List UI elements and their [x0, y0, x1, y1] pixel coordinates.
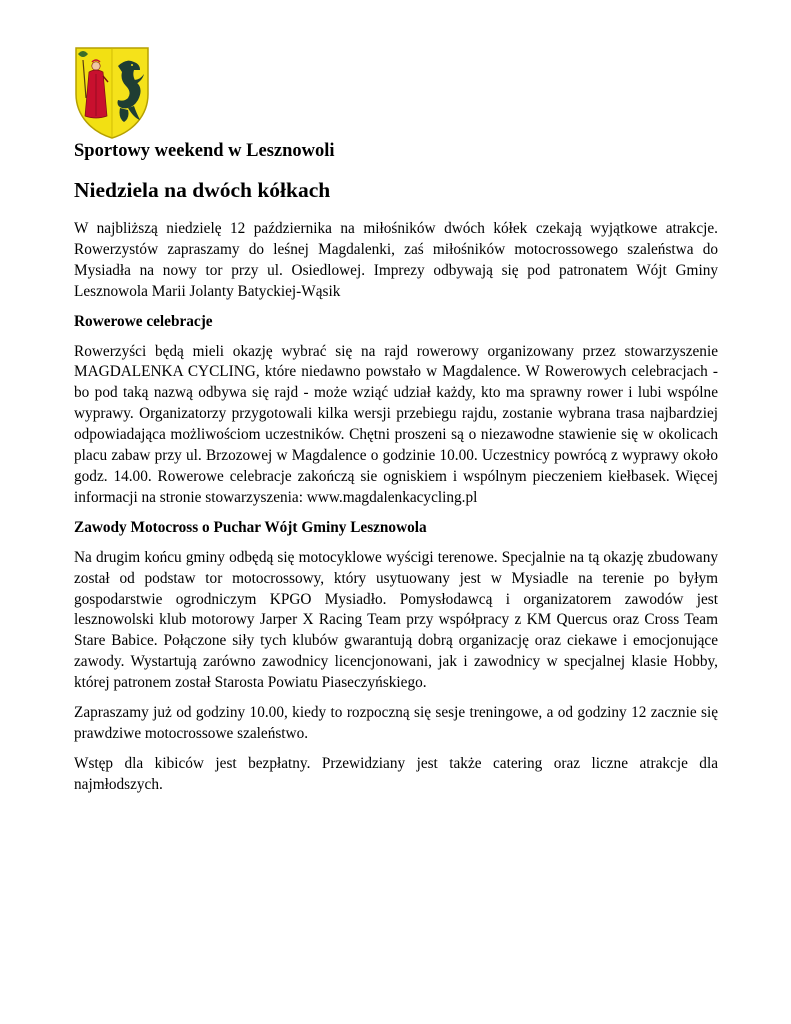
- section-paragraph-schedule: Zapraszamy już od godziny 10.00, kiedy to rozpoczną się sesje treningowe, a od godziny 12 zacznie się prawdziwe motocrossowe szaleństwo.: [74, 704, 718, 742]
- article-subtitle: Sportowy weekend w Lesznowoli: [74, 141, 335, 161]
- coat-of-arms-icon: [74, 46, 150, 140]
- article-body: [74, 219, 718, 796]
- section-heading-motocross: Zawody Motocross o Puchar Wójt Gminy Lesznowola: [74, 518, 427, 536]
- intro-paragraph: W najbliższą niedzielę 12 października na miłośników dwóch kółek czekają wyjątkowe atrakcje. Rowerzystów zapraszamy do leśnej Magdalenki, zaś miłośników motocrossowego szaleństwa do Mysiadła na nowy tor przy ul. Osiedlowej. Imprezy odbywają się pod patronatem Wójt Gminy Lesznowola Marii Jolanty Batyckiej-Wąsik: [74, 220, 718, 300]
- section-paragraph-rowerowe: Rowerzyści będą mieli okazję wybrać się na rajd rowerowy organizowany przez stowarzyszenie MAGDALENKA CYCLING, które niedawno powstało w Magdalence. W Rowerowych celebracjach - bo pod taką nazwą odbywa się rajd - może wziąć udział każdy, kto ma sprawny rower i lubi wspólne wyprawy. Organizatorzy przygotowali kilka wersji przebiegu rajdu, zostanie wybrana trasa najbardziej odpowiadająca możliwościom uczestników. Chętni proszeni są o niezawodne stawienie się w okolicach placu zabaw przy ul. Brzozowej w Magdalence o godzinie 10.00. Uczestnicy powrócą z wyprawy około godz. 14.00. Rowerowe celebracje zakończą sie ogniskiem i wspólnym pieczeniem kiełbasek. Więcej informacji na stronie stowarzyszenia: www.magdalenkacycling.pl: [74, 342, 718, 506]
- section-heading-rowerowe: Rowerowe celebracje: [74, 312, 213, 330]
- section-paragraph-entry: Wstęp dla kibiców jest bezpłatny. Przewidziany jest także catering oraz liczne atrakcje dla najmłodszych.: [74, 754, 718, 793]
- article-title: Niedziela na dwóch kółkach: [74, 178, 331, 202]
- section-paragraph-motocross: Na drugim końcu gminy odbędą się motocyklowe wyścigi terenowe. Specjalnie na tą okazję zbudowany został od podstaw tor motocrossowy, który usytuowany jest w Mysiadle na terenie po byłym gospodarstwie ogrodniczym KPGO Mysiadło. Pomysłodawcą i organizatorem zawodów jest lesznowolski klub motorowy Jarper X Racing Team przy współpracy z KM Quercus oraz Cross Team Stare Babice. Połączone siły tych klubów gwarantują dobrą organizację oraz ciekawe i emocjonujące zawody. Wystartują zarówno zawodnicy licencjonowani, jak i zawodnicy w specjalnej klasie Hobby, której patronem został Starosta Powiatu Piaseczyńskiego.: [74, 548, 718, 692]
